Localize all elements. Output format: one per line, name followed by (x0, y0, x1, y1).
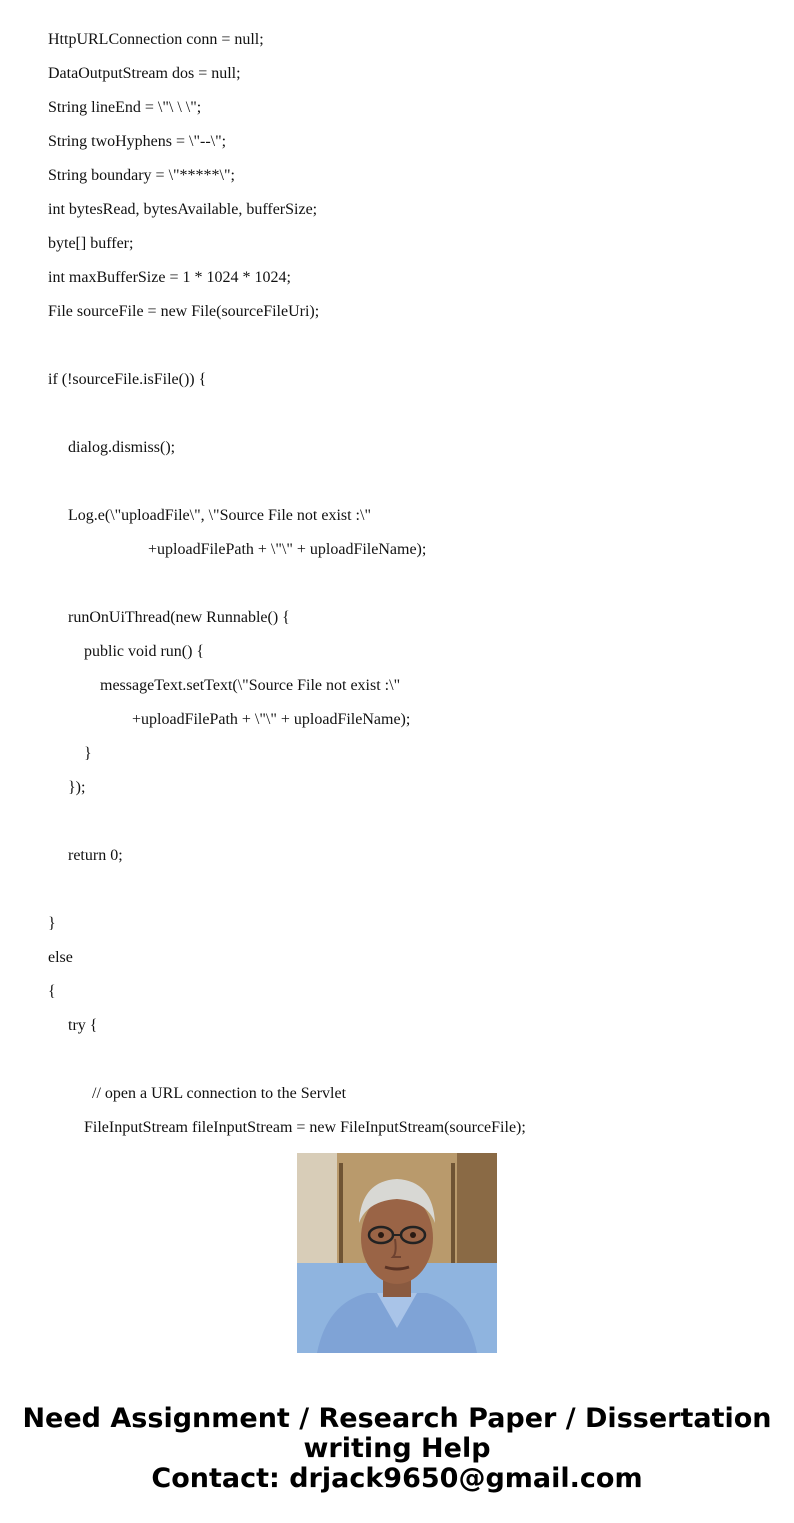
code-line: dialog.dismiss(); (68, 439, 176, 456)
person-portrait-icon (297, 1153, 497, 1353)
code-line: else (48, 949, 73, 966)
code-line: { (48, 983, 56, 1000)
code-line: int maxBufferSize = 1 * 1024 * 1024; (48, 269, 291, 286)
code-line: DataOutputStream dos = null; (48, 65, 241, 82)
code-line: String lineEnd = \"\ \ \"; (48, 99, 202, 116)
code-line: } (48, 915, 56, 932)
promo-line-2: writing Help (303, 1433, 491, 1464)
code-line: public void run() { (84, 643, 205, 660)
code-line: String twoHyphens = \"--\"; (48, 133, 227, 150)
code-line: int bytesRead, bytesAvailable, bufferSize; (48, 201, 318, 218)
code-line: +uploadFilePath + \"\" + uploadFileName); (132, 711, 411, 728)
promo-line-1: Need Assignment / Research Paper / Dissertation (22, 1403, 772, 1434)
code-line: HttpURLConnection conn = null; (48, 31, 264, 48)
promo-contact: Contact: drjack9650@gmail.com (151, 1463, 643, 1494)
code-line: FileInputStream fileInputStream = new FileInputStream(sourceFile); (84, 1119, 526, 1136)
code-line: return 0; (68, 847, 123, 864)
code-line: byte[] buffer; (48, 235, 134, 252)
code-line: if (!sourceFile.isFile()) { (48, 371, 207, 388)
code-line: +uploadFilePath + \"\" + uploadFileName); (148, 541, 427, 558)
code-line: }); (68, 779, 86, 796)
code-line: } (84, 745, 92, 762)
author-photo (297, 1153, 497, 1353)
code-line: // open a URL connection to the Servlet (92, 1085, 347, 1102)
code-line: String boundary = \"*****\"; (48, 167, 235, 184)
code-line: messageText.setText(\"Source File not exist :\" (100, 677, 401, 694)
code-line: runOnUiThread(new Runnable() { (68, 609, 290, 626)
code-line: File sourceFile = new File(sourceFileUri); (48, 303, 320, 320)
code-line: Log.e(\"uploadFile\", \"Source File not exist :\" (68, 507, 371, 524)
code-line: try { (68, 1017, 98, 1034)
